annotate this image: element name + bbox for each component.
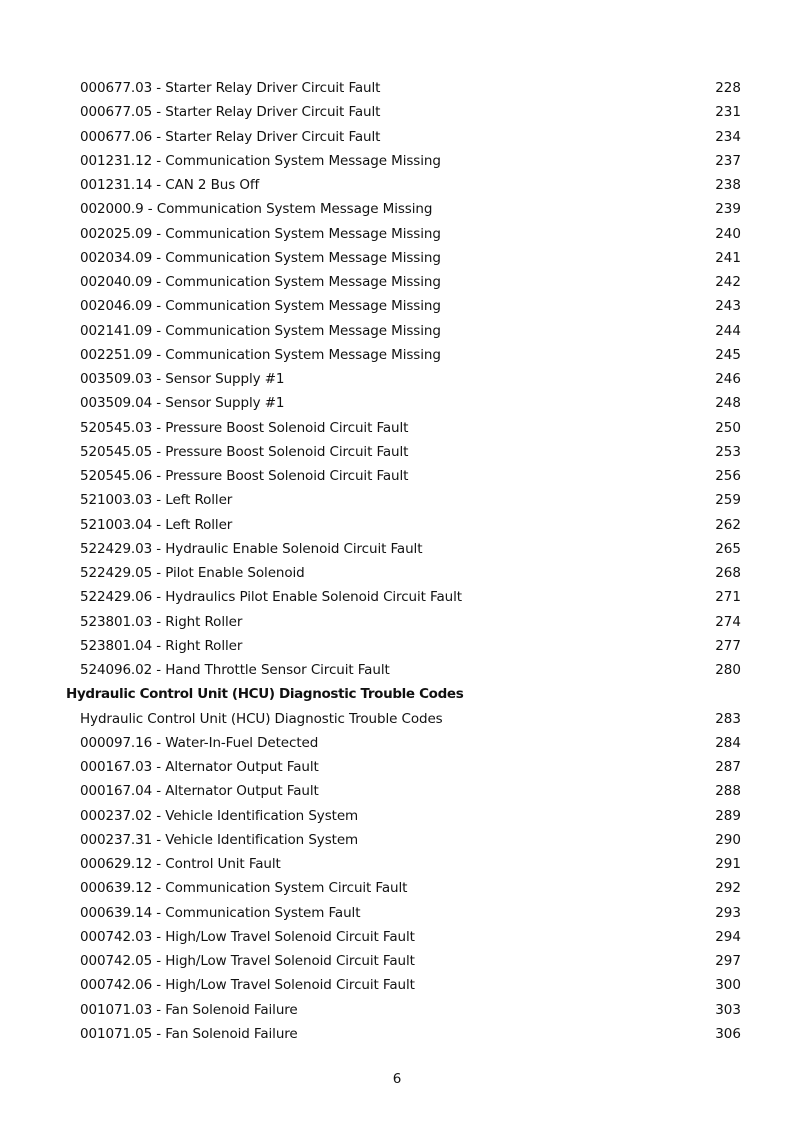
toc-entry-page: 246 (715, 371, 741, 387)
toc-entry-title: 002000.9 - Communication System Message Missing (80, 201, 433, 218)
toc-entry-page: 238 (715, 177, 741, 193)
toc-entry-title: 002040.09 - Communication System Message Missing (80, 274, 441, 290)
toc-entry[interactable] (0, 246, 794, 270)
toc-entry-page: 284 (715, 734, 741, 751)
toc-entry[interactable] (0, 973, 794, 997)
toc-entry-title: Hydraulic Control Unit (HCU) Diagnostic Trouble Codes (80, 710, 443, 727)
toc-entry-page: 292 (715, 880, 741, 897)
table-of-contents (0, 76, 794, 1046)
toc-entry-title: 000167.04 - Alternator Output Fault (80, 783, 319, 800)
toc-entry[interactable] (0, 707, 794, 731)
toc-entry[interactable] (0, 658, 794, 682)
toc-entry[interactable] (0, 876, 794, 900)
toc-entry-title: 000639.12 - Communication System Circuit Fault (80, 880, 408, 897)
toc-entry[interactable] (0, 294, 794, 318)
toc-entry-page: 293 (715, 904, 741, 921)
toc-entry-title: 522429.06 - Hydraulics Pilot Enable Solenoid Circuit Fault (80, 589, 462, 606)
toc-entry-title: 520545.05 - Pressure Boost Solenoid Circuit Fault (80, 443, 409, 460)
toc-entry-page: 248 (715, 395, 741, 412)
toc-entry[interactable] (0, 731, 794, 755)
toc-entry-page: 244 (715, 322, 741, 339)
toc-entry[interactable] (0, 852, 794, 876)
toc-entry[interactable] (0, 755, 794, 779)
toc-entry-title: 000677.05 - Starter Relay Driver Circuit Fault (80, 104, 381, 121)
toc-entry-page: 250 (715, 419, 741, 436)
toc-entry-title: 000167.03 - Alternator Output Fault (80, 759, 319, 775)
toc-entry-title: 000237.31 - Vehicle Identification System (80, 831, 359, 848)
toc-entry-title: 000677.03 - Starter Relay Driver Circuit Fault (80, 80, 381, 96)
toc-entry-title: 000677.06 - Starter Relay Driver Circuit Fault (80, 128, 381, 145)
toc-entry-page: 294 (715, 928, 741, 945)
toc-entry[interactable] (0, 343, 794, 367)
toc-entry[interactable] (0, 76, 794, 100)
toc-entry[interactable] (0, 197, 794, 221)
toc-entry-title: 001071.03 - Fan Solenoid Failure (80, 1001, 298, 1018)
toc-entry-page: 228 (715, 80, 741, 96)
toc-entry[interactable] (0, 779, 794, 803)
toc-entry[interactable] (0, 828, 794, 852)
toc-entry-title: 523801.04 - Right Roller (80, 637, 243, 654)
toc-entry-page: 290 (715, 831, 741, 848)
toc-entry-title: 524096.02 - Hand Throttle Sensor Circuit Fault (80, 662, 390, 678)
toc-entry-page: 237 (715, 152, 741, 169)
toc-entry[interactable] (0, 464, 794, 488)
toc-entry-page: 239 (715, 201, 741, 218)
toc-section-heading[interactable] (0, 682, 794, 706)
toc-entry[interactable] (0, 149, 794, 173)
toc-entry-page: 242 (715, 274, 741, 290)
toc-entry-title: 521003.04 - Left Roller (80, 516, 233, 533)
toc-entry-title: 003509.03 - Sensor Supply #1 (80, 371, 285, 387)
toc-entry-page: 297 (715, 953, 741, 969)
toc-entry[interactable] (0, 634, 794, 658)
toc-entry-page: 231 (715, 104, 741, 121)
toc-entry-page: 289 (715, 807, 741, 824)
toc-entry-title: 523801.03 - Right Roller (80, 613, 243, 630)
toc-entry-title: 003509.04 - Sensor Supply #1 (80, 395, 285, 412)
toc-entry-page: 245 (715, 346, 741, 363)
toc-entry-page: 234 (715, 128, 741, 145)
toc-entry[interactable] (0, 173, 794, 197)
toc-entry-page: 274 (715, 613, 741, 630)
toc-entry[interactable] (0, 222, 794, 246)
toc-entry-title: 000742.06 - High/Low Travel Solenoid Circuit Fault (80, 977, 415, 994)
toc-entry[interactable] (0, 998, 794, 1022)
toc-entry-title: 000097.16 - Water-In-Fuel Detected (80, 734, 319, 751)
toc-entry[interactable] (0, 125, 794, 149)
toc-entry[interactable] (0, 391, 794, 415)
toc-entry[interactable] (0, 488, 794, 512)
toc-entry-title: 522429.03 - Hydraulic Enable Solenoid Circuit Fault (80, 540, 423, 557)
toc-entry-title: 000629.12 - Control Unit Fault (80, 856, 281, 872)
toc-entry-page: 253 (715, 443, 741, 460)
toc-entry-title: 002251.09 - Communication System Message Missing (80, 346, 441, 363)
toc-entry[interactable] (0, 804, 794, 828)
page-number: 6 (392, 1071, 402, 1087)
toc-entry[interactable] (0, 513, 794, 537)
toc-entry[interactable] (0, 367, 794, 391)
toc-entry-title: 000639.14 - Communication System Fault (80, 904, 361, 921)
toc-entry-page: 259 (715, 492, 741, 509)
toc-entry-title: 000742.05 - High/Low Travel Solenoid Circuit Fault (80, 953, 415, 969)
toc-entry-page: 283 (715, 710, 741, 727)
toc-entry-page: 256 (715, 468, 741, 484)
toc-entry-title: 000237.02 - Vehicle Identification System (80, 807, 359, 824)
toc-entry-title: 522429.05 - Pilot Enable Solenoid (80, 565, 305, 581)
toc-entry[interactable] (0, 949, 794, 973)
toc-entry-title: 002034.09 - Communication System Message Missing (80, 249, 441, 266)
toc-entry[interactable] (0, 901, 794, 925)
toc-entry-page: 277 (715, 637, 741, 654)
toc-entry-page: 303 (715, 1001, 741, 1018)
toc-entry-title: 002046.09 - Communication System Message Missing (80, 298, 441, 315)
toc-entry[interactable] (0, 100, 794, 124)
toc-entry[interactable] (0, 537, 794, 561)
toc-entry-page: 243 (715, 298, 741, 315)
toc-entry-page: 241 (715, 249, 741, 266)
toc-entry[interactable] (0, 610, 794, 634)
toc-entry-title: 001071.05 - Fan Solenoid Failure (80, 1025, 298, 1042)
toc-entry[interactable] (0, 270, 794, 294)
toc-entry-title: 002141.09 - Communication System Message Missing (80, 322, 441, 339)
toc-entry[interactable] (0, 925, 794, 949)
toc-entry-page: 280 (715, 662, 741, 678)
toc-entry[interactable] (0, 416, 794, 440)
toc-entry[interactable] (0, 561, 794, 585)
toc-entry-page: 265 (715, 540, 741, 557)
toc-entry-page: 262 (715, 516, 741, 533)
toc-entry[interactable] (0, 1022, 794, 1046)
toc-entry[interactable] (0, 319, 794, 343)
toc-entry-page: 300 (715, 977, 741, 994)
toc-entry[interactable] (0, 440, 794, 464)
toc-entry[interactable] (0, 585, 794, 609)
toc-entry-title: Hydraulic Control Unit (HCU) Diagnostic Trouble Codes (66, 686, 464, 703)
toc-entry-title: 002025.09 - Communication System Message Missing (80, 225, 441, 242)
toc-entry-page: 271 (715, 589, 741, 606)
toc-entry-page: 291 (715, 856, 741, 872)
toc-entry-title: 520545.06 - Pressure Boost Solenoid Circuit Fault (80, 468, 409, 484)
toc-entry-page: 288 (715, 783, 741, 800)
toc-entry-page: 240 (715, 225, 741, 242)
toc-entry-title: 001231.12 - Communication System Message Missing (80, 152, 441, 169)
toc-entry-page: 268 (715, 565, 741, 581)
toc-entry-title: 001231.14 - CAN 2 Bus Off (80, 177, 260, 193)
toc-entry-page: 306 (715, 1025, 741, 1042)
toc-entry-title: 521003.03 - Left Roller (80, 492, 233, 509)
toc-entry-title: 000742.03 - High/Low Travel Solenoid Circuit Fault (80, 928, 415, 945)
toc-entry-page: 287 (715, 759, 741, 775)
toc-entry-title: 520545.03 - Pressure Boost Solenoid Circuit Fault (80, 419, 409, 436)
